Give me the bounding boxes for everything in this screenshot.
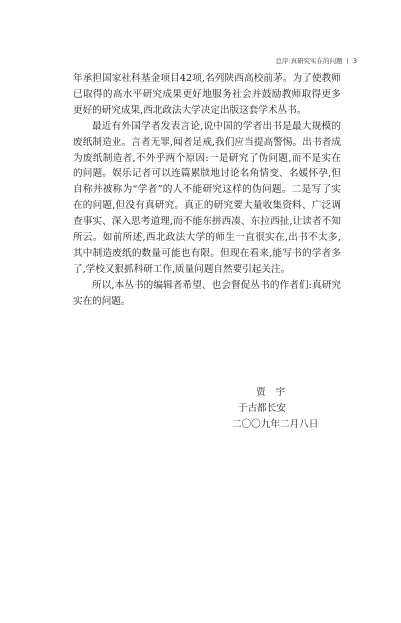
signature-block bbox=[232, 385, 352, 433]
running-title: 总序:真研究实在的问题 bbox=[275, 57, 343, 65]
body-text bbox=[73, 71, 341, 310]
signature-place: 于古都长安 bbox=[238, 402, 286, 414]
paragraph-continued: 年承担国家社科基金项目42项,名列陕西高校前茅。为了使教师已取得的高水平研究成果更好地服务社会并鼓励教师取得更多更好的研究成果,西北政法大学决定出版这套学术丛书。 bbox=[73, 73, 341, 116]
paragraph: 所以,本丛书的编辑者希望、也会督促丛书的作者们:真研究实在的问题。 bbox=[73, 279, 341, 307]
running-header bbox=[275, 56, 357, 65]
header-separator: | bbox=[346, 56, 349, 65]
signature-date: 二〇〇九年二月八日 bbox=[232, 418, 319, 430]
paragraph: 最近有外国学者发表言论,说中国的学者出书是最大规模的废纸制造业。言者无罪,闻者足戒,我们应当提高警惕。出书者成为废纸制造者,不外乎两个原因:一是研究了伪问题,而不是实在的问题。娱乐记者可以连篇累牍地讨论名角情变、名媛怀孕,但自称并被称为“学者”的人不能研究这样的伪问题。二是写了实在的问题,但没有真研究。真正的研究要大量收集资料、广泛调查事实、深入思考道理,而不能东拼西凑、东拉西扯,让读者不知所云。如前所述,西北政法大学的师生一直很实在,出书不太多,其中制造废纸的数量可能也有限。但现在看来,能写书的学者多了,学校又狠抓科研工作,质量问题自然要引起关注。 bbox=[73, 120, 341, 275]
author-name: 贾宇 bbox=[256, 387, 296, 398]
page-number: 3 bbox=[352, 56, 357, 65]
